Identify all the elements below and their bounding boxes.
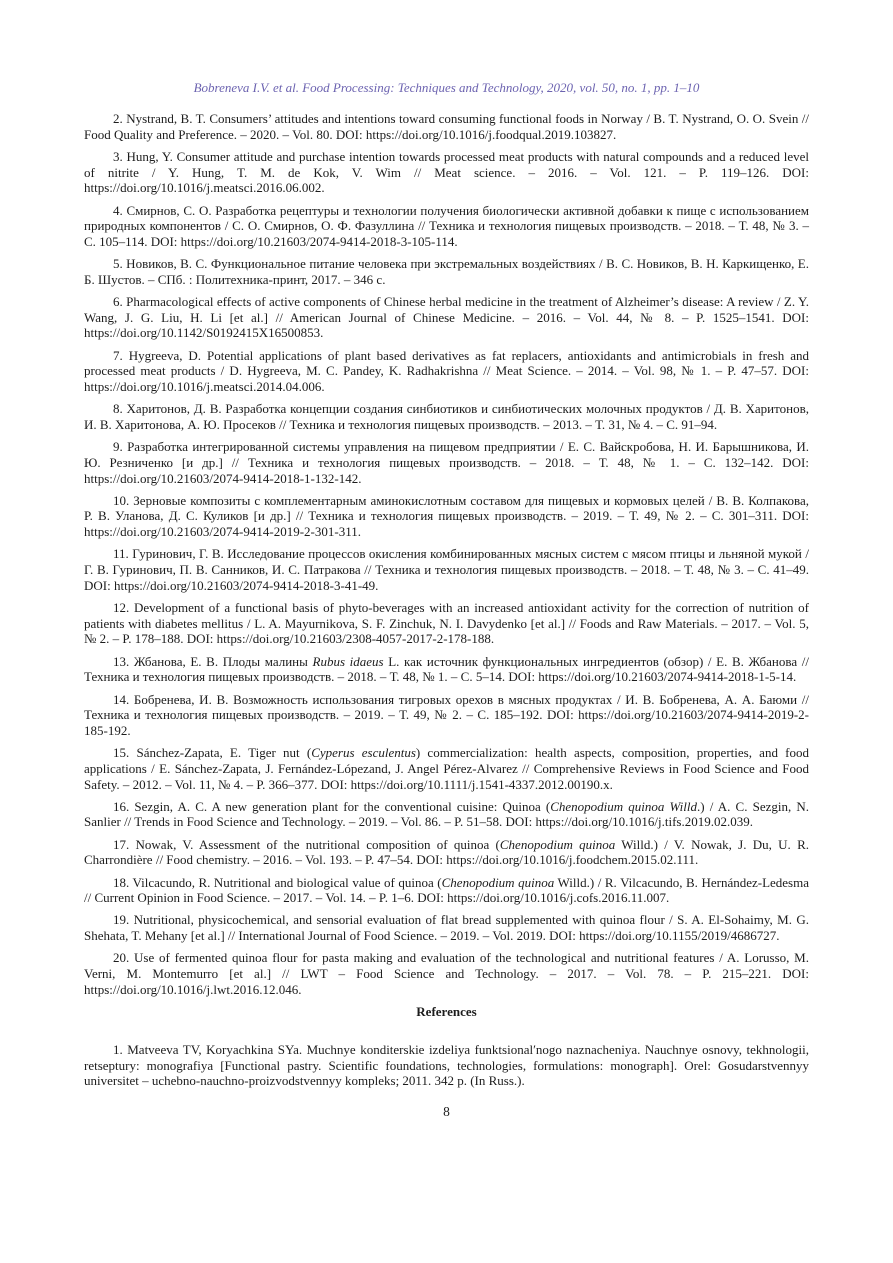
reference-item (84, 654, 809, 685)
reference-item (84, 837, 809, 868)
reference-item (84, 401, 809, 432)
reference-item (84, 111, 809, 142)
reference-text-segment: 10. Зерновые композиты с комплементарным аминокислотным составом для пищевых и кормовых целей / В. В. Колпакова, Р. В. Уланова, Д. С. Куликов [и др.] // Техника и технология пищевых производств. – 2019. – Т. 49, № 2. – С. 301–311. DOI: https://doi.org/10.21603/2074-9414-2019-2-301-311. (84, 492, 809, 540)
reference-text-segment: 8. Харитонов, Д. В. Разработка концепции создания синбиотиков и синбиотических молочных продуктов / Д. В. Харитонов, И. В. Харитонова, А. Ю. Просеков // Техника и технология пищевых производств. – 2013. – Т. 31, № 4. – С. 91–94. (84, 401, 809, 432)
reference-text-segment: 1. Matveeva TV, Koryachkina SYa. Muchnye konditerskie izdeliya funktsionalʹnogo naznacheniya. Nauchnye osnovy, tekhnologii, retseptury: monografiya [Functional pastry. Scientific foundations, technologies, formulations: monograph]. Orel: Gosudarstvennyy universitet – uchebno-nauchno-proizvodstvennyy kompleks; 2011. 342 p. (In Russ.). (84, 1041, 809, 1089)
reference-text-segment: 6. Pharmacological effects of active components of Chinese herbal medicine in the treatment of Alzheimer’s disease: A review / Z. Y. Wang, J. G. Liu, H. Li [et al.] // American Journal of Chinese Medicine. – 2016. – Vol. 44, № 8. – P. 1525–1541. DOI: https://doi.org/10.1142/S0192415X16500853. (84, 294, 809, 341)
reference-item (84, 799, 809, 830)
page-number: 8 (443, 1104, 450, 1120)
reference-text-segment: 12. Development of a functional basis of phyto-beverages with an increased antioxidant activity for the correction of nutrition of patients with diabetes mellitus / L. A. Mayurnikova, S. F. Zinchuk, N. I. Davydenko [et al.] // Foods and Raw Materials. – 2017. – Vol. 5, № 2. – P. 178–188. DOI: https://doi.org/10.21603/2308-4057-2017-2-178-188. (84, 599, 809, 647)
reference-item (84, 294, 809, 341)
reference-item (84, 745, 809, 792)
reference-text-segment: 20. Use of fermented quinoa flour for pasta making and evaluation of the technological and nutritional features / A. Lorusso, M. Verni, M. Montemurro [et al.] // LWT – Food Science and Technology. – 2017. – Vol. 78. – P. 215–221. DOI: https://doi.org/10.1016/j.lwt.2016.12.046. (84, 950, 809, 997)
reference-item (84, 203, 809, 250)
reference-item (84, 692, 809, 739)
reference-text-segment: 18. Vilcacundo, R. Nutritional and biological value of quinoa ( (113, 874, 442, 890)
reference-item (84, 600, 809, 647)
latin-name-italic: Chenopodium quinoa (499, 836, 616, 852)
reference-text-segment: 17. Nowak, V. Assessment of the nutritional composition of quinoa ( (113, 836, 500, 852)
reference-item (84, 348, 809, 395)
reference-item (84, 546, 809, 593)
reference-text-segment: 15. Sánchez-Zapata, E. Tiger nut ( (113, 745, 312, 761)
reference-text-segment: .) / A. C. Sezgin, N. Sanlier // Trends in Food Science and Technology. – 2019. – Vol. 86. – P. 51–58. DOI: https://doi.org/10.1016/j.tifs.2019.02.039. (84, 798, 809, 830)
reference-item (84, 1042, 809, 1089)
reference-text-segment: 3. Hung, Y. Consumer attitude and purchase intention towards processed meat products with natural compounds and a reduced level of nitrite / Y. Hung, T. M. de Kok, V. Wim // Meat science. – 2016. – Vol. 121. – P. 119–126. DOI: https://doi.org/10.1016/j.meatsci.2016.06.002. (84, 148, 809, 196)
reference-text-segment: 5. Новиков, В. С. Функциональное питание человека при экстремальных воздействиях / В. С. Новиков, В. Н. Каркищенко, Е. Б. Шустов. – СПб. : Политехника-принт, 2017. – 346 с. (84, 256, 809, 287)
latin-name-italic: Cyperus esculentus (311, 745, 416, 761)
reference-text-segment: 14. Бобренева, И. В. Возможность использования тигровых орехов в мясных продуктах / И. В. Бобренева, А. А. Баюми // Техника и технология пищевых производств. – 2019. – Т. 49, № 2. – С. 185–192. DOI: https://doi.org/10.21603/2074-9414-2019-2-185-192. (84, 691, 809, 738)
running-head: Bobreneva I.V. et al. Food Processing: Techniques and Technology, 2020, vol. 50, no. 1, pp. 1–10 (193, 80, 700, 95)
latin-name-italic: Rubus idaeus (312, 653, 384, 669)
reference-text-segment: ) commercialization: health aspects, composition, properties, and food applications / E. Sánchez-Zapata, J. Fernández-Lópezand, J. Angel Pérez-Alvarez // Comprehensive Reviews in Food Science and Food Safety. – 2012. – Vol. 11, № 4. – P. 366–377. DOI: https://doi.org/10.1111/j.1541-4337.2012.00190.x. (84, 745, 809, 792)
reference-item (84, 912, 809, 943)
reference-text-segment: Willd.) / V. Nowak, J. Du, U. R. Charrondière // Food chemistry. – 2016. – Vol. 193. – P. 47–54. DOI: https://doi.org/10.1016/j.foodchem.2015.02.111. (84, 836, 809, 868)
reference-text-segment: 16. Sezgin, A. C. A new generation plant for the conventional cuisine: Quinoa ( (113, 798, 551, 814)
reference-text-segment: 7. Hygreeva, D. Potential applications of plant based derivatives as fat replacers, antioxidants and antimicrobials in fresh and processed meat products / D. Hygreeva, M. C. Pandey, K. Radhakrishna // Meat Science. – 2014. – Vol. 98, № 1. – P. 47–57. DOI: https://doi.org/10.1016/j.meatsci.2014.04.006. (84, 347, 809, 395)
latin-name-italic: Chenopodium quinoa Willd (550, 798, 697, 814)
reference-text-segment: L. как источник функциональных ингредиентов (обзор) / Е. В. Жбанова // Техника и технология пищевых производств. – 2018. – Т. 48, № 1. – С. 5–14. DOI: https://doi.org/10.21603/2074-9414-2018-1-5-14. (84, 653, 809, 685)
reference-text-segment: 11. Гуринович, Г. В. Исследование процессов окисления комбинированных мясных систем с мясом птицы и льняной мукой / Г. В. Гуринович, П. В. Санников, И. С. Патракова // Техника и технология пищевых производств. – 2018. – Т. 48, № 3. – С. 41–49. DOI: https://doi.org/10.21603/2074-9414-2018-3-41-49. (84, 546, 809, 593)
reference-text-segment: 19. Nutritional, physicochemical, and sensorial evaluation of flat bread supplemented with quinoa flour / S. A. El-Sohaimy, M. G. Shehata, T. Mehany [et al.] // International Journal of Food Science. – 2019. – Vol. 2019. DOI: https://doi.org/10.1155/2019/4686727. (84, 912, 809, 944)
latin-name-italic: Chenopodium quinoa (441, 874, 555, 890)
reference-text-segment: 9. Разработка интегрированной системы управления на пищевом предприятии / Е. С. Вайскробова, Н. И. Барышникова, И. Ю. Резниченко [и др.] // Техника и технология пищевых производств. – 2018. – Т. 48, № 1. – С. 132–142. DOI: https://doi.org/10.21603/2074-9414-2018-1-132-142. (84, 439, 809, 486)
bibliography-list (84, 111, 809, 997)
reference-text-segment: 4. Смирнов, С. О. Разработка рецептуры и технологии получения биологически активной добавки к пище с использованием природных компонентов / С. О. Смирнов, О. Ф. Фазуллина // Техника и технология пищевых производств. – 2018. – Т. 48, № 3. – С. 105–114. DOI: https://doi.org/10.21603/2074-9414-2018-3-105-114. (84, 202, 809, 249)
references-heading: References (416, 1003, 477, 1019)
reference-text-segment: 2. Nystrand, B. T. Consumers’ attitudes and intentions toward consuming functional foods in Norway / B. T. Nystrand, O. O. Svein // Food Quality and Preference. – 2020. – Vol. 80. DOI: https://doi.org/10.1016/j.foodqual.2019.103827. (84, 111, 809, 142)
reference-item (84, 149, 809, 196)
reference-text-segment: 13. Жбанова, Е. В. Плоды малины (113, 653, 313, 669)
reference-item (84, 439, 809, 486)
reference-item (84, 950, 809, 997)
reference-item (84, 875, 809, 906)
references-list (84, 1042, 809, 1089)
reference-item (84, 256, 809, 287)
reference-item (84, 493, 809, 540)
reference-text-segment: Willd.) / R. Vilcacundo, B. Hernández-Ledesma // Current Opinion in Food Science. – 2017. – Vol. 14. – P. 1–6. DOI: https://doi.org/10.1016/j.cofs.2016.11.007. (84, 874, 809, 906)
